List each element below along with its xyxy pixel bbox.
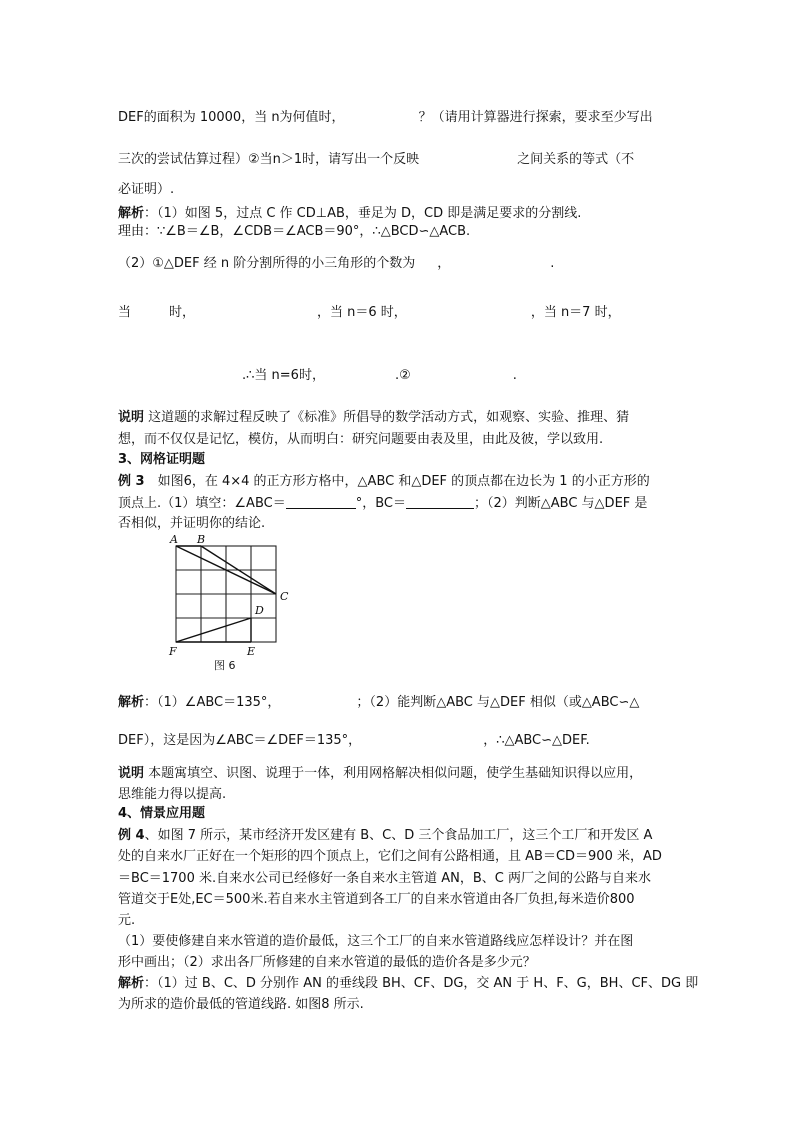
text-line	[118, 110, 653, 126]
text-line: 形中画出；（2）求出各厂所修建的自来水管道的最低的造价各是多少元？	[118, 955, 536, 970]
section-heading: 4、情景应用题	[118, 806, 206, 821]
text-fragment: ，∴△ABC∽△DEF.	[483, 733, 590, 748]
label-d: D	[255, 604, 264, 617]
text-line	[118, 733, 590, 749]
text-fragment: °，BC＝	[355, 496, 406, 511]
text-fragment: ，	[437, 256, 451, 271]
section-heading: 3、网格证明题	[118, 452, 206, 467]
text-line: 理由：∵∠B＝∠B，∠CDB＝∠ACB＝90°，∴△BCD∽△ACB.	[118, 224, 471, 239]
text-line: 思维能力得以提高.	[118, 787, 227, 802]
segment-fd	[176, 618, 251, 642]
text-fragment: 顶点上.（1）填空：∠ABC＝	[118, 496, 286, 511]
text-fragment: .②	[394, 368, 411, 383]
text-line	[242, 368, 517, 384]
text-fragment: ，当 n＝7 时，	[530, 305, 621, 320]
example-line	[118, 828, 652, 844]
text-line: 为所求的造价最低的管道线路. 如图8 所示.	[118, 997, 364, 1012]
figure-caption: 图 6	[214, 659, 236, 672]
example-label: 例 3	[118, 474, 145, 489]
example-label: 例 4	[118, 828, 145, 843]
note-label: 说明	[118, 410, 145, 425]
text-fragment: 之间关系的等式（不	[517, 152, 635, 167]
solution-label: 解析	[118, 695, 145, 710]
text-line: 必证明）.	[118, 182, 175, 197]
fill-blank	[286, 496, 356, 509]
text-fragment: 这道题的求解过程反映了《标准》所倡导的数学活动方式，如观察、实验、推理、猜	[144, 410, 630, 425]
text-line	[118, 256, 554, 272]
text-fragment: ；（2）能判断△ABC 与△DEF 相似（或△ABC∽△	[356, 695, 640, 710]
text-fragment: .	[512, 368, 517, 383]
note-line	[118, 766, 642, 782]
fill-blank	[406, 496, 474, 509]
solution-line	[118, 695, 639, 711]
label-c: C	[280, 590, 289, 603]
figure-6	[164, 532, 304, 674]
text-fragment: DEF的面积为 10000，当 n为何值时，	[118, 110, 345, 125]
solution-line	[118, 976, 698, 992]
note-label: 说明	[118, 766, 145, 781]
text-fragment: 时，	[169, 305, 196, 320]
example-line	[118, 474, 650, 490]
text-line	[118, 152, 634, 168]
label-e: E	[247, 645, 256, 658]
text-line	[118, 305, 621, 321]
text-fragment: ，当 n＝6 时，	[317, 305, 407, 320]
label-f: F	[169, 645, 177, 658]
text-fragment: （2）①△DEF 经 n 阶分割所得的小三角形的个数为	[118, 256, 416, 271]
text-fragment: 当	[118, 305, 132, 320]
text-fragment: ：（1）如图 5，过点 C 作 CD⊥AB，垂足为 D，CD 即是满足要求的分割线.	[144, 206, 582, 221]
text-fragment: ？（请用计算器进行探索，要求至少写出	[418, 110, 653, 125]
text-line: 元.	[118, 913, 136, 928]
text-line	[118, 496, 647, 512]
solution-line	[118, 206, 581, 222]
label-b: B	[197, 533, 206, 546]
text-line: 管道交于E处,EC＝500米.若自来水主管道到各工厂的自来水管道由各厂负担,每米造价800	[118, 892, 635, 907]
text-line: 处的自来水厂正好在一个矩形的四个顶点上，它们之间有公路相通，且 AB＝CD＝900 米，AD	[118, 849, 662, 864]
text-line: 否相似，并证明你的结论.	[118, 516, 266, 531]
text-fragment: DEF），这是因为∠ABC＝∠DEF＝135°，	[118, 733, 362, 748]
text-fragment: ：（1）过 B、C、D 分别作 AN 的垂线段 BH、CF、DG，交 AN 于 H、F、G，BH、CF、DG 即	[144, 976, 699, 991]
text-line: 想，而不仅仅是记忆，模仿，从而明白：研究问题要由表及里，由此及彼，学以致用.	[118, 432, 604, 447]
text-line: ＝BC＝1700 米.自来水公司已经修好一条自来水主管道 AN，B、C 两厂之间的公路与自来水	[118, 871, 651, 886]
text-fragment: 如图6，在 4×4 的正方形方格中，△ABC 和△DEF 的顶点都在边长为 1 的小正方形的	[144, 474, 650, 489]
text-fragment: 三次的尝试估算过程）②当n＞1时，请写出一个反映	[118, 152, 420, 167]
grid	[176, 546, 276, 642]
text-fragment: ；（2）判断△ABC 与△DEF 是	[474, 496, 648, 511]
solution-label: 解析	[118, 206, 145, 221]
text-fragment: ：（1）∠ABC＝135°，	[144, 695, 281, 710]
note-line	[118, 410, 629, 426]
text-line: （1）要使修建自来水管道的造价最低，这三个工厂的自来水管道路线应怎样设计？并在图	[118, 934, 634, 949]
text-fragment: .	[550, 256, 555, 271]
text-fragment: .∴当 n=6时，	[242, 368, 325, 383]
text-fragment: 本题寓填空、识图、说理于一体，利用网格解决相似问题，使学生基础知识得以应用，	[144, 766, 643, 781]
solution-label: 解析	[118, 976, 145, 991]
text-fragment: 、如图 7 所示，某市经济开发区建有 B、C、D 三个食品加工厂，这三个工厂和开发区 A	[144, 828, 653, 843]
label-a: A	[170, 533, 178, 546]
